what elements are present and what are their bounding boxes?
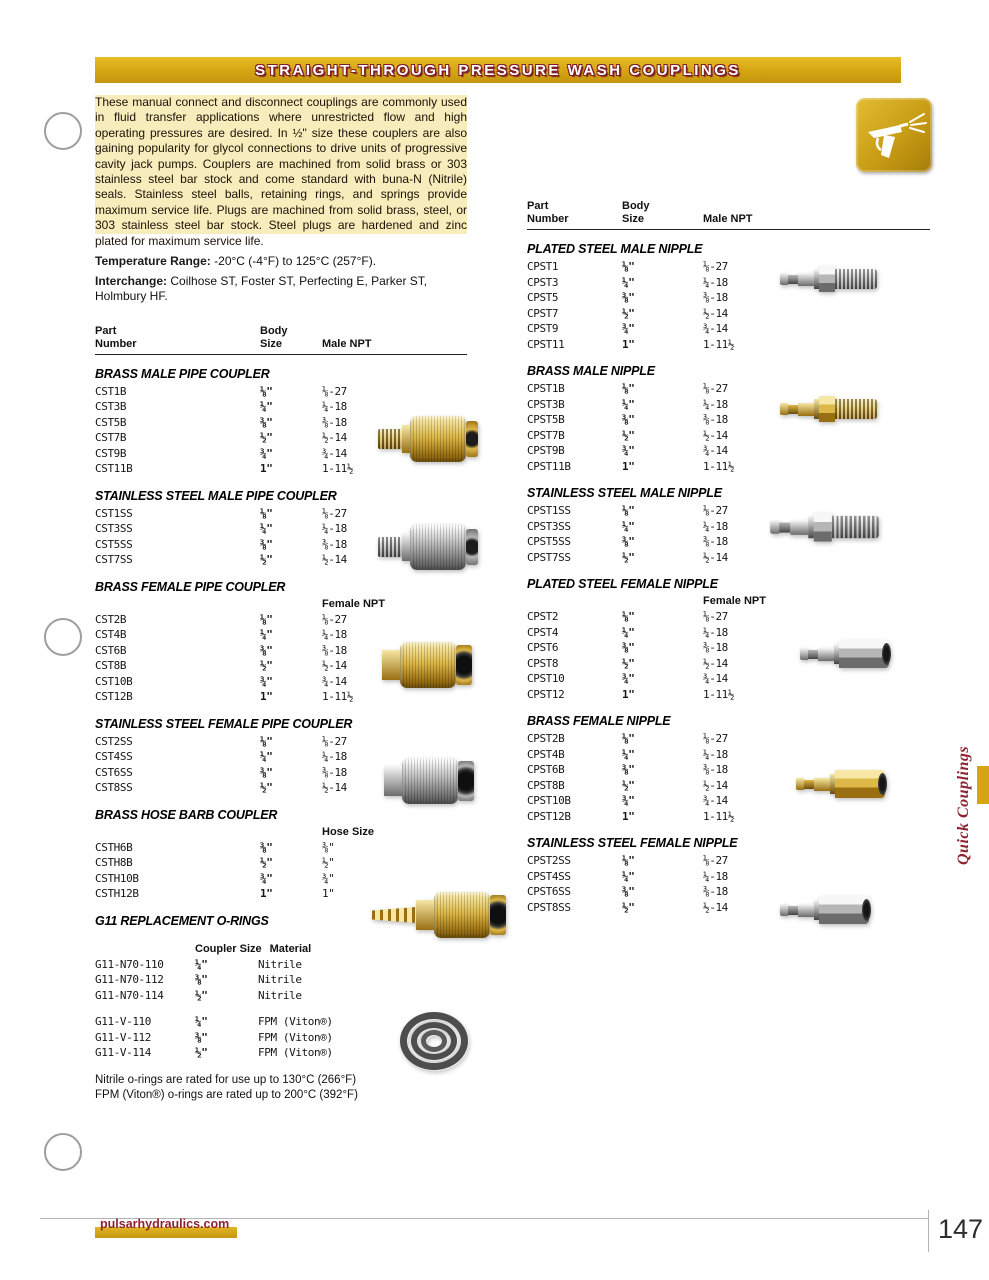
column-header-male-npt: Male NPT — [703, 213, 753, 225]
table-cell: ⅜-18 — [322, 643, 347, 657]
table-row — [95, 689, 467, 705]
table-cell: ⅛-27 — [322, 612, 347, 626]
table-cell: ¼-18 — [322, 400, 347, 414]
table-cell: CPST5SS — [527, 535, 571, 548]
table-cell: CSTH12B — [95, 887, 139, 901]
table-cell: ⅛" — [260, 612, 273, 626]
table-cell: ¼-18 — [322, 750, 347, 764]
table-cell: CST3SS — [95, 522, 133, 536]
table-cell: ½" — [622, 900, 635, 914]
table-cell: ¼-18 — [322, 628, 347, 642]
spec-table — [95, 957, 467, 1004]
orings-column-headers — [95, 942, 467, 957]
table-cell: CST6B — [95, 643, 127, 657]
table-row — [527, 306, 930, 322]
table-cell: ¼" — [260, 750, 273, 764]
table-cell: ¾" — [260, 674, 273, 688]
table-cell: ¼" — [622, 397, 635, 411]
table-cell: ¾-14 — [703, 672, 728, 685]
table-cell: ⅛-27 — [322, 734, 347, 748]
table-cell: CPST8B — [527, 778, 565, 792]
product-photo-brass-female-nipple — [796, 770, 885, 798]
temperature-range — [95, 254, 467, 269]
table-cell: 1-11½ — [703, 459, 735, 473]
table-row — [527, 337, 930, 353]
table-cell: ¼-18 — [703, 869, 728, 883]
table-cell: ⅜" — [260, 840, 273, 854]
table-cell: CST6SS — [95, 765, 133, 779]
product-photo-brass-male-nipple — [780, 396, 877, 422]
table-cell: CST7SS — [95, 553, 133, 567]
table-cell: CST4SS — [95, 750, 133, 764]
table-cell: CPST12B — [527, 809, 571, 823]
table-row — [95, 988, 467, 1004]
table-cell: CPST8 — [527, 656, 559, 670]
table-cell: ¼-18 — [703, 747, 728, 761]
table-cell: ⅛" — [260, 506, 273, 520]
table-cell: CST10B — [95, 674, 133, 688]
section-title: STAINLESS STEEL FEMALE PIPE COUPLER — [95, 716, 353, 731]
table-cell: ¼" — [260, 628, 273, 642]
section-plated-steel-male-nipple — [527, 242, 930, 352]
column-header-body-size: Body Size — [622, 200, 650, 225]
table-cell: ½" — [622, 428, 635, 442]
table-cell: 1" — [260, 690, 273, 704]
table-cell: ½-14 — [703, 656, 728, 670]
table-cell: FPM (Viton®) — [258, 1030, 333, 1044]
table-cell: CPST6SS — [527, 885, 571, 898]
table-cell: CSTH8B — [95, 856, 133, 870]
table-cell: 1-11½ — [703, 809, 735, 823]
table-cell: ½-14 — [322, 553, 347, 567]
table-row — [527, 853, 930, 869]
table-cell: CPST1B — [527, 382, 565, 395]
table-cell: ½-14 — [322, 781, 347, 795]
table-cell: 1-11½ — [322, 690, 354, 704]
table-cell: CPST1 — [527, 260, 559, 273]
table-row — [95, 627, 467, 643]
section-title: BRASS MALE PIPE COUPLER — [95, 366, 270, 381]
table-cell: ½" — [622, 656, 635, 670]
table-row — [527, 731, 930, 747]
column-header-material: Material — [269, 942, 312, 955]
interchange-value: Coilhose ST, Foster ST, Perfecting E, Parker ST, Holmbury HF. — [95, 274, 428, 304]
table-cell: ⅛-27 — [703, 854, 728, 867]
interchange-label: Interchange: — [95, 274, 168, 289]
table-cell: CPST9B — [527, 444, 565, 457]
table-cell: CPST10B — [527, 794, 571, 807]
table-cell: ⅛-27 — [322, 384, 347, 398]
product-photo-plated-steel-male-nipple — [780, 266, 877, 292]
table-cell: ½" — [195, 988, 208, 1002]
table-cell: FPM (Viton®) — [258, 1015, 333, 1029]
table-cell: ⅛-27 — [703, 504, 728, 517]
table-row — [527, 443, 930, 459]
column-header-hose-size: Hose Size — [322, 825, 374, 838]
table-cell: Nitrile — [258, 988, 302, 1002]
table-cell: ⅜" — [622, 641, 635, 654]
left-table-header — [95, 325, 467, 355]
table-cell: ¼" — [195, 957, 208, 971]
section-title: PLATED STEEL FEMALE NIPPLE — [527, 577, 718, 591]
table-row — [527, 687, 930, 703]
table-cell: ½" — [260, 553, 273, 567]
table-cell: ⅛" — [622, 382, 635, 395]
table-cell: CPST7SS — [527, 550, 571, 564]
table-cell: 1" — [622, 809, 635, 823]
table-cell: ⅛" — [260, 734, 273, 748]
intro-paragraph: These manual connect and disconnect couplings are commonly used in fluid transfer applications where unrestricted flow and high operating pressures are desired. In ½" size these couplers are also gaining popularity for glycol connections to drive units of progressive cavity jack pumps. Couplers are machined from solid brass or 303 stainless steel bar stock and come standard with buna-N (Nitrile) seals. Stainless steel balls, retaining rings, and springs provide maximum service life. Plugs are machined from solid brass, steel, or 303 stainless steel bar stock. Steel plugs are hardened and zinc plated for maximum service life. — [95, 95, 467, 248]
section-title: G11 REPLACEMENT O-RINGS — [95, 913, 269, 928]
temperature-label: Temperature Range: — [95, 254, 211, 269]
page-title: STRAIGHT-THROUGH PRESSURE WASH COUPLINGS — [255, 61, 741, 79]
table-cell: CPST5B — [527, 413, 565, 426]
interchange — [95, 274, 467, 304]
table-cell: ¼" — [622, 869, 635, 883]
note-fpm: FPM (Viton®) o-rings are rated up to 200°C (392°F) — [95, 1088, 358, 1101]
table-cell: ⅜" — [260, 765, 273, 779]
table-cell: ⅜-18 — [322, 415, 347, 429]
table-cell: CPST4SS — [527, 869, 571, 883]
product-photo-stainless-female-pipe-coupler — [384, 758, 474, 804]
table-row — [527, 884, 930, 900]
oring-rating-notes — [95, 1073, 467, 1103]
table-cell: ¼-18 — [703, 275, 728, 289]
table-cell: ⅜" — [260, 537, 273, 551]
table-cell: CPST6 — [527, 641, 559, 654]
table-cell: ⅛" — [622, 732, 635, 745]
table-cell: ½-14 — [703, 428, 728, 442]
table-cell: ¾" — [322, 871, 335, 885]
table-row — [95, 734, 467, 750]
table-cell: CPST5 — [527, 291, 559, 304]
table-cell: CPST12 — [527, 687, 565, 701]
section-brass-hose-barb-coupler — [95, 808, 467, 902]
table-cell: CST5SS — [95, 537, 133, 551]
table-cell: ¼" — [260, 400, 273, 414]
table-row — [95, 461, 467, 477]
table-cell: ¾-14 — [322, 446, 347, 460]
product-photo-brass-hose-barb-coupler — [372, 892, 506, 938]
table-cell: 1-11½ — [322, 462, 354, 476]
table-cell: ¾-14 — [703, 444, 728, 457]
section-title: PLATED STEEL MALE NIPPLE — [527, 242, 703, 256]
table-row — [527, 381, 930, 397]
product-photo-brass-female-pipe-coupler — [382, 642, 472, 688]
table-cell: ⅜-18 — [322, 537, 347, 551]
table-cell: ⅜-18 — [703, 413, 728, 426]
table-cell: CPST9 — [527, 322, 559, 335]
table-cell: ½" — [322, 856, 335, 870]
table-cell: CPST4B — [527, 747, 565, 761]
table-cell: ⅛" — [622, 610, 635, 623]
table-cell: ¾" — [622, 794, 635, 807]
table-cell: CPST2SS — [527, 854, 571, 867]
table-cell: G11-N70-114 — [95, 988, 164, 1002]
table-row — [527, 550, 930, 566]
column-header-coupler-size: Coupler Size — [195, 942, 262, 955]
table-cell: ¼" — [622, 275, 635, 289]
spec-table — [527, 381, 930, 474]
table-cell: 1" — [260, 887, 273, 901]
table-cell: ⅜" — [622, 291, 635, 304]
table-cell: 1" — [622, 337, 635, 351]
table-cell: G11-V-110 — [95, 1015, 152, 1029]
table-cell: 1" — [260, 462, 273, 476]
table-row — [527, 609, 930, 625]
product-photo-stainless-female-nipple — [780, 896, 869, 924]
table-cell: ¼" — [195, 1015, 208, 1029]
page-title-banner — [95, 57, 901, 83]
table-cell: ⅛" — [622, 260, 635, 273]
section-title: STAINLESS STEEL MALE NIPPLE — [527, 486, 722, 500]
table-cell: ⅛" — [622, 854, 635, 867]
table-cell: CST8B — [95, 659, 127, 673]
table-cell: ⅛-27 — [703, 260, 728, 273]
table-cell: CPST1SS — [527, 504, 571, 517]
table-cell: ⅛" — [260, 384, 273, 398]
table-cell: ½-14 — [703, 778, 728, 792]
table-cell: CST4B — [95, 628, 127, 642]
table-cell: ½-14 — [322, 431, 347, 445]
table-cell: 1-11½ — [703, 687, 735, 701]
table-row — [527, 290, 930, 306]
column-header-part-number: Part Number — [527, 200, 569, 225]
table-cell: ⅜-18 — [703, 885, 728, 898]
table-cell: FPM (Viton®) — [258, 1046, 333, 1060]
table-cell: 1" — [622, 459, 635, 473]
table-row — [95, 612, 467, 628]
table-cell: ⅜" — [260, 415, 273, 429]
note-nitrile: Nitrile o-rings are rated for use up to 130°C (266°F) — [95, 1073, 357, 1086]
table-cell: ¾-14 — [703, 794, 728, 807]
table-cell: G11-N70-110 — [95, 957, 164, 971]
section-title: BRASS MALE NIPPLE — [527, 364, 655, 378]
table-cell: Nitrile — [258, 973, 302, 987]
table-cell: ½" — [260, 659, 273, 673]
section-brass-female-nipple — [527, 714, 930, 824]
table-cell: ¾-14 — [322, 674, 347, 688]
table-cell: CPST2 — [527, 610, 559, 623]
section-title: BRASS FEMALE PIPE COUPLER — [95, 579, 286, 594]
table-cell: ¾-14 — [703, 322, 728, 335]
table-cell: ¾" — [260, 446, 273, 460]
table-cell: ½-14 — [322, 659, 347, 673]
table-cell: ¼" — [622, 625, 635, 639]
table-cell: ¼" — [260, 522, 273, 536]
table-cell: ¼-18 — [703, 625, 728, 639]
table-cell: ½" — [622, 550, 635, 564]
table-cell: CPST3B — [527, 397, 565, 411]
section-title: STAINLESS STEEL MALE PIPE COUPLER — [95, 488, 337, 503]
table-cell: CPST6B — [527, 763, 565, 776]
table-cell: G11-V-114 — [95, 1046, 152, 1060]
table-cell: ⅜" — [260, 643, 273, 657]
table-cell: ⅜-18 — [322, 765, 347, 779]
page-number-rule — [928, 1210, 929, 1252]
column-header-body-size: Body Size — [260, 324, 288, 350]
table-cell: G11-V-112 — [95, 1030, 152, 1044]
table-cell: ¾" — [260, 871, 273, 885]
table-row — [527, 459, 930, 475]
table-cell: CPST7 — [527, 306, 559, 320]
table-cell: CST12B — [95, 690, 133, 704]
table-cell: CST3B — [95, 400, 127, 414]
table-cell: ⅜" — [622, 763, 635, 776]
table-cell: ¼-18 — [703, 519, 728, 533]
table-cell: Nitrile — [258, 957, 302, 971]
table-cell: ⅜" — [622, 413, 635, 426]
table-cell: ⅛-27 — [703, 382, 728, 395]
website-url: pulsarhydraulics.com — [100, 1217, 230, 1231]
table-cell: ½-14 — [703, 550, 728, 564]
right-table-header — [527, 200, 930, 230]
column-header-female-npt: Female NPT — [322, 597, 385, 610]
table-row — [95, 855, 467, 871]
table-cell: ¾" — [622, 444, 635, 457]
table-cell: CPST11B — [527, 459, 571, 473]
table-row — [527, 747, 930, 763]
table-row — [527, 321, 930, 337]
table-row — [95, 399, 467, 415]
table-cell: ⅜-18 — [703, 763, 728, 776]
table-cell: CST9B — [95, 446, 127, 460]
side-tab-marker — [977, 766, 989, 804]
spray-gun-icon-tile — [856, 98, 932, 172]
spray-gun-icon — [856, 98, 932, 172]
product-photo-stainless-male-nipple — [770, 512, 879, 541]
table-cell: ⅜-18 — [703, 641, 728, 654]
table-row — [527, 428, 930, 444]
table-cell: ⅜" — [622, 535, 635, 548]
table-cell: G11-N70-112 — [95, 973, 164, 987]
table-cell: ⅛-27 — [322, 506, 347, 520]
table-cell: ⅜" — [195, 1030, 208, 1044]
column-header-male-npt: Male NPT — [322, 337, 372, 350]
table-row — [95, 957, 467, 973]
table-cell: 1" — [322, 887, 335, 901]
table-cell: ¼-18 — [703, 397, 728, 411]
table-cell: CST7B — [95, 431, 127, 445]
table-row — [527, 809, 930, 825]
table-cell: 1" — [622, 687, 635, 701]
table-cell: CPST8SS — [527, 900, 571, 914]
table-cell: ¾" — [622, 322, 635, 335]
table-cell: ½" — [260, 431, 273, 445]
section-title: BRASS HOSE BARB COUPLER — [95, 807, 278, 822]
table-cell: ¾" — [622, 672, 635, 685]
table-cell: CPST11 — [527, 337, 565, 351]
table-cell: ¼" — [622, 747, 635, 761]
table-cell: ¼" — [622, 519, 635, 533]
table-cell: ½" — [195, 1046, 208, 1060]
table-cell: CSTH6B — [95, 840, 133, 854]
table-cell: CST2B — [95, 612, 127, 626]
table-row — [95, 972, 467, 988]
table-cell: ⅛-27 — [703, 732, 728, 745]
table-cell: ⅜" — [195, 973, 208, 987]
table-row — [95, 506, 467, 522]
column-header-part-number: Part Number — [95, 324, 137, 350]
table-cell: ⅜" — [622, 885, 635, 898]
binder-hole — [44, 112, 82, 150]
table-row — [527, 625, 930, 641]
table-cell: ½" — [260, 856, 273, 870]
table-cell: ½" — [260, 781, 273, 795]
side-tab-quick-couplings: Quick Couplings — [955, 745, 972, 865]
table-cell: CST11B — [95, 462, 133, 476]
product-photo-plated-steel-female-nipple — [800, 640, 889, 668]
table-row — [95, 871, 467, 887]
binder-hole — [44, 1133, 82, 1171]
table-cell: CPST2B — [527, 732, 565, 745]
table-cell: CPST10 — [527, 672, 565, 685]
left-column — [95, 95, 467, 1103]
table-cell: CPST3SS — [527, 519, 571, 533]
table-cell: ⅜-18 — [703, 535, 728, 548]
table-cell: CPST7B — [527, 428, 565, 442]
section-title: BRASS FEMALE NIPPLE — [527, 714, 671, 728]
table-cell: ½-14 — [703, 306, 728, 320]
table-cell: ⅛" — [622, 504, 635, 517]
product-photo-oring-set — [400, 1012, 472, 1074]
product-photo-stainless-male-pipe-coupler — [378, 524, 478, 570]
table-cell: ⅛-27 — [703, 610, 728, 623]
table-cell: ½" — [622, 306, 635, 320]
table-row — [95, 384, 467, 400]
section-title: STAINLESS STEEL FEMALE NIPPLE — [527, 836, 738, 850]
table-row — [527, 869, 930, 885]
table-cell: CPST3 — [527, 275, 559, 289]
table-cell: ¼-18 — [322, 522, 347, 536]
table-cell: ½-14 — [703, 900, 728, 914]
table-cell: CST2SS — [95, 734, 133, 748]
binder-hole — [44, 618, 82, 656]
column-header-female-npt: Female NPT — [703, 595, 766, 607]
table-cell: CST1SS — [95, 506, 133, 520]
temperature-value: -20°C (-4°F) to 125°C (257°F). — [214, 254, 377, 269]
table-cell: CST8SS — [95, 781, 133, 795]
table-cell: ½" — [622, 778, 635, 792]
table-cell: CPST4 — [527, 625, 559, 639]
table-row — [527, 671, 930, 687]
table-cell: ⅜-18 — [703, 291, 728, 304]
table-cell: CST5B — [95, 415, 127, 429]
table-cell: ⅜" — [322, 840, 335, 854]
table-cell: CST1B — [95, 384, 127, 398]
table-cell: CSTH10B — [95, 871, 139, 885]
table-cell: 1-11½ — [703, 337, 735, 351]
table-row — [95, 840, 467, 856]
product-photo-brass-male-pipe-coupler — [378, 416, 478, 462]
page-number: 147 — [938, 1214, 984, 1244]
